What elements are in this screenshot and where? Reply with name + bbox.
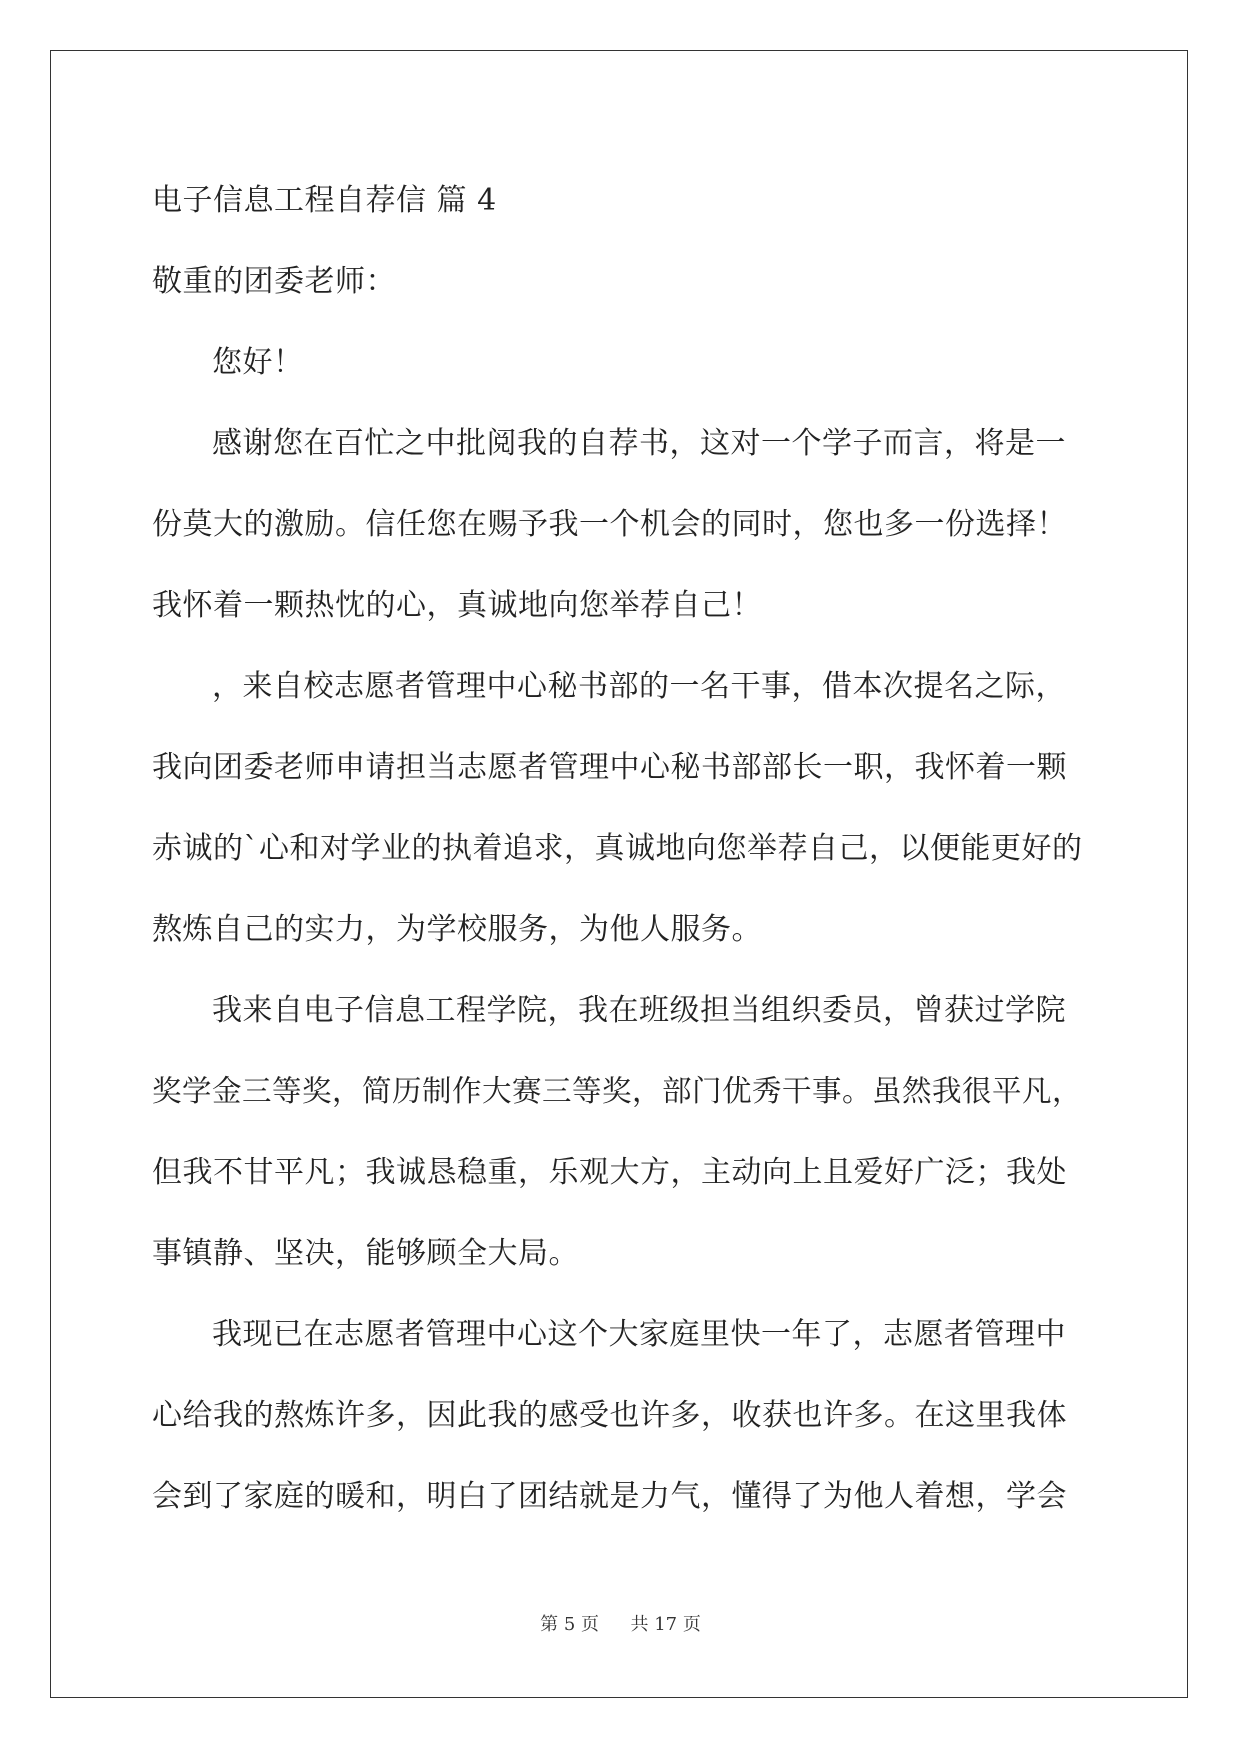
paragraph-line: 事镇静、坚决，能够顾全大局。 bbox=[152, 1236, 579, 1271]
page-number-total: 共 17 页 bbox=[630, 1614, 701, 1635]
paragraph-line: 感谢您在百忙之中批阅我的自荐书，这对一个学子而言，将是一 bbox=[212, 426, 1066, 461]
document-body bbox=[152, 160, 1092, 1537]
paragraph-line: 熬炼自己的实力，为学校服务，为他人服务。 bbox=[152, 912, 762, 947]
paragraph-line: 我来自电子信息工程学院，我在班级担当组织委员，曾获过学院 bbox=[212, 993, 1066, 1028]
paragraph-line: 心给我的熬炼许多，因此我的感受也许多，收获也许多。在这里我体 bbox=[152, 1398, 1067, 1433]
paragraph-line: 赤诚的`心和对学业的执着追求，真诚地向您举荐自己，以便能更好的 bbox=[152, 831, 1083, 866]
document-title: 电子信息工程自荐信 篇 4 bbox=[152, 183, 497, 218]
greeting: 您好！ bbox=[212, 345, 304, 380]
paragraph-line: 我向团委老师申请担当志愿者管理中心秘书部部长一职，我怀着一颗 bbox=[152, 750, 1067, 785]
paragraph-line: 会到了家庭的暖和，明白了团结就是力气，懂得了为他人着想，学会 bbox=[152, 1479, 1067, 1514]
paragraph-line: 但我不甘平凡；我诚恳稳重，乐观大方，主动向上且爱好广泛；我处 bbox=[152, 1155, 1067, 1190]
page-footer bbox=[0, 1610, 1241, 1636]
paragraph-line: 我现已在志愿者管理中心这个大家庭里快一年了，志愿者管理中 bbox=[212, 1317, 1066, 1352]
paragraph-line: ，来自校志愿者管理中心秘书部的一名干事，借本次提名之际， bbox=[212, 669, 1066, 704]
page-number-current: 第 5 页 bbox=[540, 1614, 600, 1635]
paragraph-line: 份莫大的激励。信任您在赐予我一个机会的同时，您也多一份选择！ bbox=[152, 507, 1067, 542]
salutation: 敬重的团委老师： bbox=[152, 264, 396, 299]
paragraph-line: 奖学金三等奖，简历制作大赛三等奖，部门优秀干事。虽然我很平凡， bbox=[152, 1074, 1083, 1108]
paragraph-line: 我怀着一颗热忱的心，真诚地向您举荐自己！ bbox=[152, 588, 762, 623]
